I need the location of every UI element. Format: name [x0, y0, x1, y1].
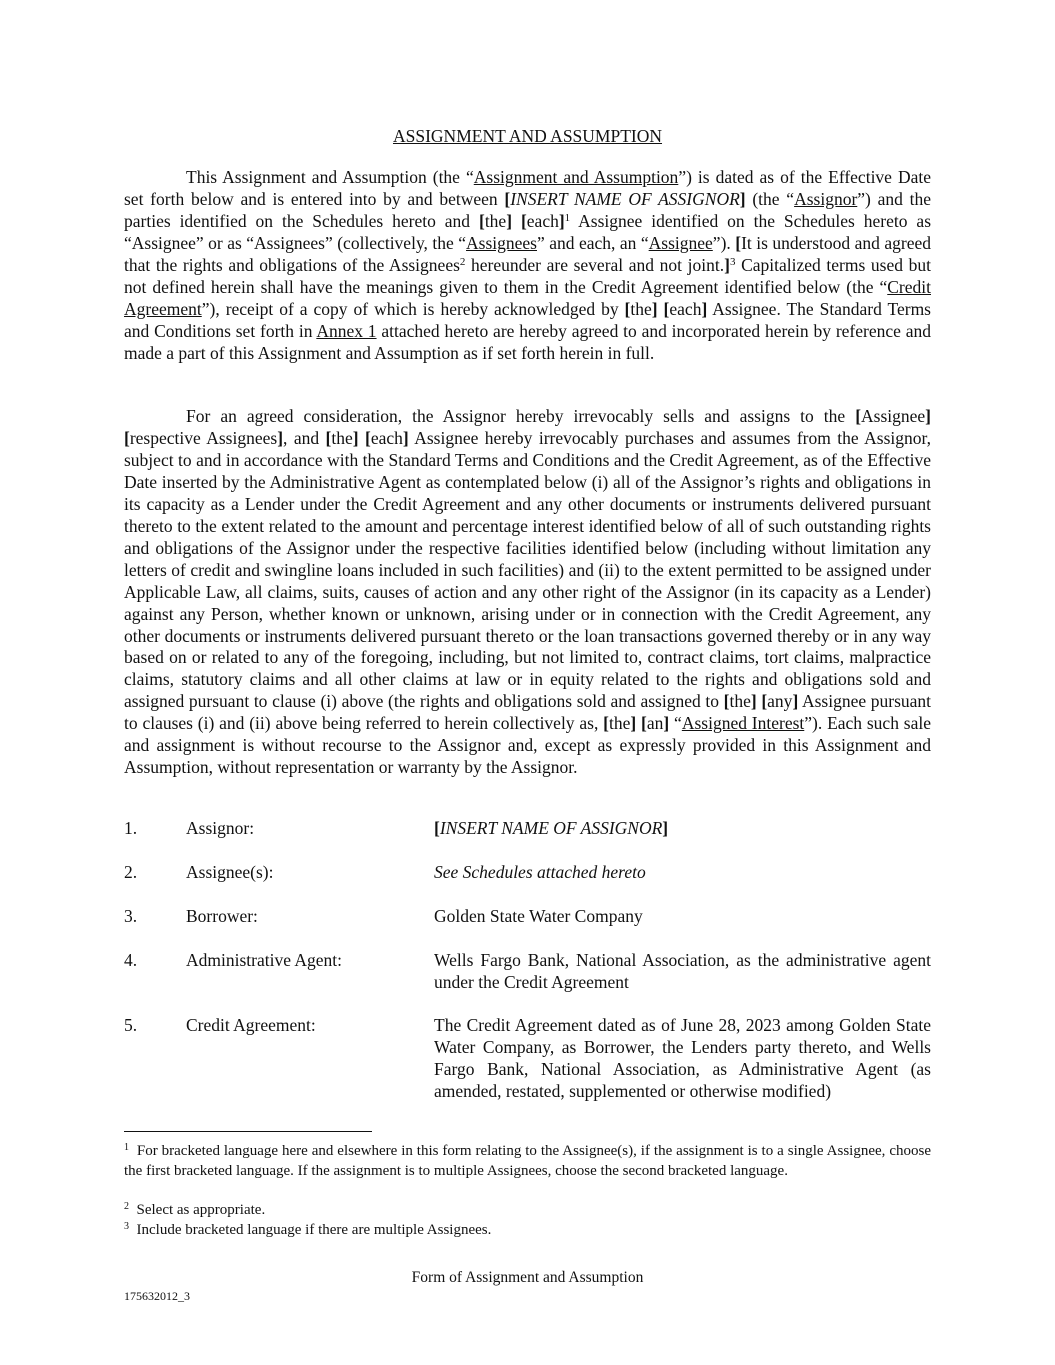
bracket: ] [701, 298, 708, 319]
assignor-placeholder: INSERT NAME OF ASSIGNOR [439, 818, 663, 838]
text-run: any [767, 691, 793, 712]
text-run: the [609, 713, 631, 734]
item-label: Borrower: [186, 906, 258, 926]
text-run: Assignee identified on the Schedules hereto as “Assignee” or as “Assignees” (collectively, the “ [124, 210, 931, 253]
bracket: ] [724, 254, 730, 275]
text-run: the [630, 298, 652, 319]
text-run: ” and each, an “ [537, 232, 649, 253]
bracket: ] [663, 713, 670, 734]
item-value: Wells Fargo Bank, National Association, as the administrative agent under the Credit Agreement [434, 950, 931, 992]
item-number: 2. [124, 862, 138, 882]
item-number: 3. [124, 906, 138, 926]
bracket: [ [325, 427, 332, 448]
bracket: [ [504, 188, 511, 209]
assignor-placeholder: INSERT NAME OF ASSIGNOR [510, 188, 740, 209]
text-run: each [669, 298, 702, 319]
bracket: ] [ [124, 406, 931, 448]
text-run: Assignee hereby irrevocably purchases and assumes from the Assignor, subject to and in accordance with the Standard Terms and Conditions and the Credit Agreement, as of the Effective Date inserted by the Administrative Agent as contemplated below (i) all of the Assignor’s rights and obligations in its capacity as a Lender under the Credit Agreement and any other documents or instruments delivered pursuant thereto to the extent related to the amount and percentage interest identified below of all of such outstanding rights and obligations of the Assignor under the respective facilities identified below (including without limitation any letters of credit and swingline loans included in such facilities) and (ii) to the extent permitted to be assigned under Applicable Law, all claims, suits, causes of action and any other right of the Assignor (in its capacity as a Lender) against any Person, whether known or unknown, arising under or in connection with the Credit Agreement, any other documents or instruments delivered pursuant thereto or the loan transactions governed thereby or in any way based on or related to any of the foregoing, including, but not limited to, contract claims, tort claims, malpractice claims, statutory claims and all other claims at law or in equity related to the rights and obligations sold and assigned pursuant to clause (i) above (the rights and obligations sold and assigned to [124, 427, 932, 712]
text-run: Assignee pursuant to clauses (i) and (ii) above being referred to herein collectively as, [124, 691, 932, 734]
footnote-ref: 3 [729, 255, 736, 268]
footnote-text: For bracketed language here and elsewhere in this form relating to the Assignee(s), if the assignment is to a single Assignee, choose the first bracketed language. If the assignment is to multiple Assignees, choose the second bracketed language. [124, 1143, 932, 1179]
text-run: “ [669, 713, 682, 734]
text-run: It is understood and agreed that the rights and obligations of the Assignees [124, 232, 931, 275]
text-run: For an agreed consideration, the Assignor hereby irrevocably sells and assigns to the [186, 406, 856, 426]
footer-title: Form of Assignment and Assumption [411, 1269, 644, 1286]
item-number: 1. [124, 818, 138, 838]
footnote-2 [124, 1201, 931, 1221]
intro-paragraph [124, 167, 931, 365]
text-run: (the “ [745, 188, 795, 209]
defined-term: Assignee [648, 232, 713, 253]
bracket: ] [558, 210, 565, 231]
defined-term: Credit Agreement [124, 276, 931, 319]
defined-term: Assigned Interest [681, 713, 805, 734]
footnote-divider [124, 1131, 372, 1132]
bracket: ] [792, 691, 799, 712]
footnote-ref: 1 [564, 211, 571, 224]
bracket: [ [603, 713, 609, 734]
text-run: ”) and the parties identified on the Schedules hereto and [124, 188, 932, 231]
bracket: [ [723, 691, 730, 712]
text-run: ”). [712, 232, 736, 253]
bracket: ] [ [352, 427, 371, 448]
footnote-ref: 2 [459, 255, 466, 268]
item-value: Golden State Water Company [434, 906, 643, 926]
footnote-text: Select as appropriate. [136, 1202, 266, 1218]
item-value [434, 818, 931, 840]
item-number: 5. [124, 1015, 138, 1035]
item-value: The Credit Agreement dated as of June 28, 2023 among Golden State Water Company, as Borrower, the Lenders party thereto, and Wells Fargo Bank, National Association, as Administrative Agent (as amended, restated, supplemented or otherwise modified) [434, 1015, 931, 1101]
consideration-paragraph [124, 406, 931, 779]
footnote-text: Include bracketed language if there are multiple Assignees. [136, 1222, 492, 1238]
text-run: hereunder are several and not joint. [465, 254, 725, 275]
bracket: ] [277, 427, 284, 448]
item-value: See Schedules attached hereto [434, 862, 646, 882]
footnote-1 [124, 1142, 931, 1182]
bracket: ] [ [651, 298, 670, 319]
bracket: [ [855, 406, 862, 426]
bracket: [ [478, 210, 485, 231]
defined-term: Assignment and Assumption [473, 167, 679, 187]
defined-term: Assignees [466, 232, 537, 253]
document-title: ASSIGNMENT AND ASSUMPTION [392, 126, 663, 146]
text-run: the [729, 691, 751, 712]
item-label: Assignor: [186, 818, 255, 838]
footnote-mark: 3 [124, 1221, 129, 1232]
bracket: [ [735, 232, 742, 253]
text-run: ”). Each such sale and assignment is without recourse to the Assignor and, except as expressly provided in this Assignment and Assumption, without representation or warranty by the Assignor. [124, 713, 931, 778]
item-number: 4. [124, 950, 138, 970]
text-run: attached hereto are hereby agreed to and incorporated herein by reference and made a part of this Assignment and Assumption as if set forth herein in full. [124, 320, 931, 363]
text-run: the [484, 210, 507, 231]
text-run: ”), receipt of a copy of which is hereby acknowledged by [201, 298, 625, 319]
bracket: ] [402, 427, 409, 448]
document-id: 175632012_3 [124, 1289, 190, 1303]
text-run: Capitalized terms used but not defined herein shall have the meanings given to them in the Credit Agreement identified below (the “ [124, 254, 931, 297]
bracket: [ [434, 818, 440, 838]
defined-term: Assignor [794, 188, 858, 209]
text-run: This Assignment and Assumption (the “ [186, 167, 474, 187]
text-run: Assignee. The Standard Terms and Conditions set forth in [124, 298, 931, 341]
footnote-3 [124, 1221, 931, 1241]
text-run: each [370, 427, 403, 448]
text-run: an [646, 713, 664, 734]
footnote-mark: 1 [124, 1142, 129, 1153]
bracket: ] [ [630, 713, 647, 734]
text-run: respective Assignees [129, 427, 278, 448]
bracket: ] [ [506, 210, 527, 231]
annex-reference: Annex 1 [316, 320, 377, 341]
footnote-mark: 2 [124, 1201, 129, 1212]
item-label: Administrative Agent: [186, 950, 343, 970]
text-run: Assignee [861, 406, 926, 426]
bracket: [ [624, 298, 631, 319]
bracket: ] [ [750, 691, 768, 712]
text-run: each [526, 210, 559, 231]
text-run: ”) is dated as of the Effective Date set forth below and is entered into by and between [124, 167, 931, 209]
item-label: Assignee(s): [186, 862, 274, 882]
bracket: ] [662, 818, 669, 838]
item-label: Credit Agreement: [186, 1015, 316, 1035]
bracket: ] [739, 188, 746, 209]
text-run: the [331, 427, 353, 448]
text-run: , and [283, 427, 326, 448]
